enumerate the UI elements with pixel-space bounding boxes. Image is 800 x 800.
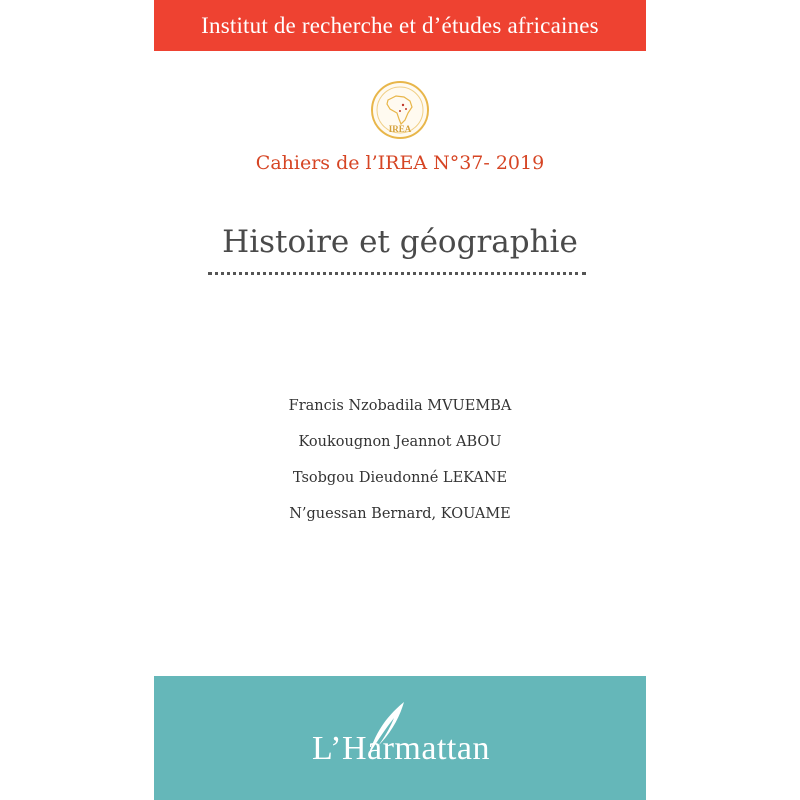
logo-text: IREA bbox=[388, 124, 412, 134]
collection-title: Cahiers de l’IREA N°37- 2019 bbox=[255, 152, 545, 174]
institute-name: Institut de recherche et d’études africaines bbox=[201, 12, 599, 38]
dotted-divider bbox=[208, 272, 586, 275]
author-list bbox=[154, 394, 646, 538]
author-name: Tsobgou Dieudonné LEKANE bbox=[292, 470, 508, 486]
publisher-logo: L’Harmattan bbox=[312, 730, 490, 767]
book-cover bbox=[154, 0, 646, 800]
author-name: N’guessan Bernard, KOUAME bbox=[289, 506, 511, 522]
irea-logo bbox=[370, 80, 430, 140]
book-title: Histoire et géographie bbox=[222, 224, 578, 260]
institute-banner bbox=[154, 0, 646, 51]
publisher-band bbox=[154, 676, 646, 800]
author-name: Francis Nzobadila MVUEMBA bbox=[288, 398, 512, 414]
author-name: Koukougnon Jeannot ABOU bbox=[298, 434, 502, 450]
